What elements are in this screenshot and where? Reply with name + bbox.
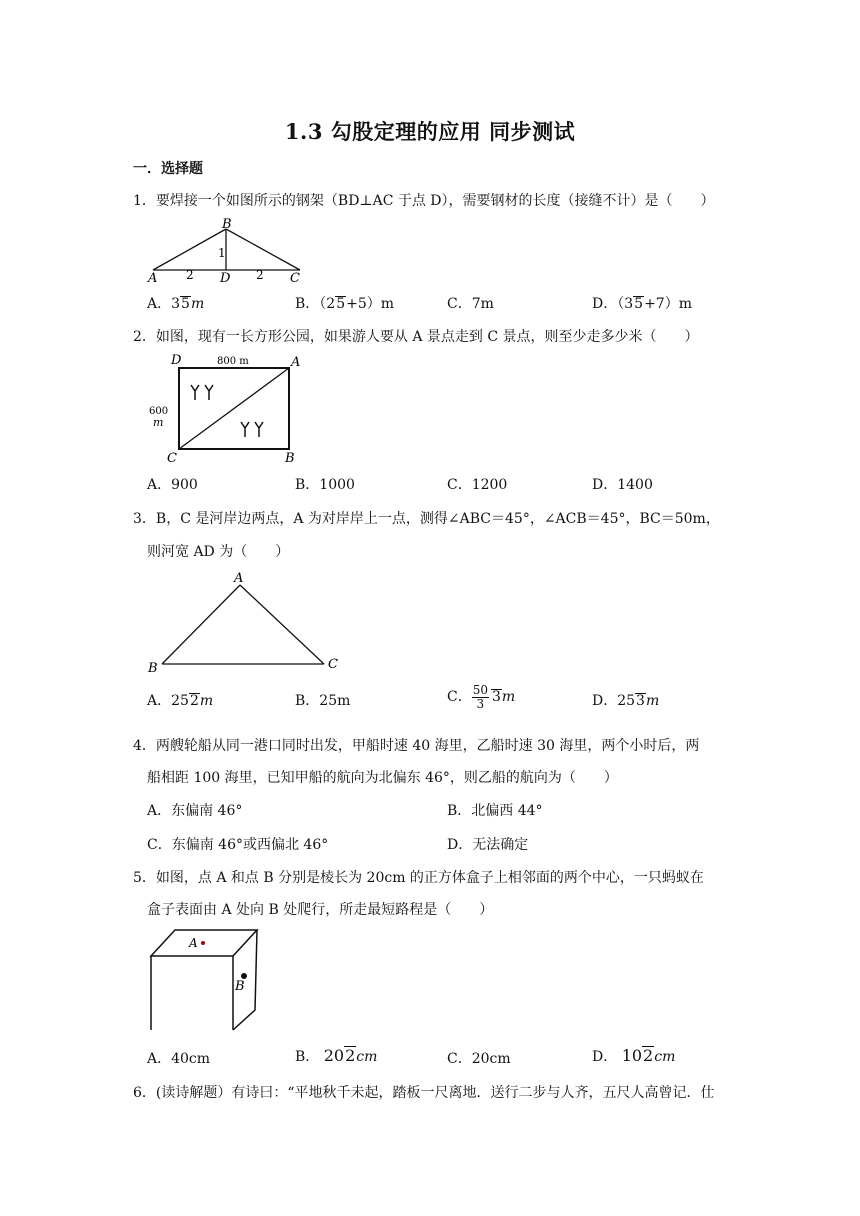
- tree-icon: [191, 385, 263, 437]
- label-1: 1: [218, 246, 226, 260]
- label-A: A: [234, 571, 244, 586]
- question-2-figure: [145, 352, 315, 467]
- q3-option-b[interactable]: B．25m: [295, 693, 351, 709]
- q4-option-c[interactable]: C．东偏南 46°或西偏北 46°: [147, 837, 329, 853]
- label-A: A: [189, 936, 198, 950]
- q2-option-a[interactable]: A．900: [147, 477, 198, 493]
- label-A: A: [291, 355, 301, 370]
- question-3-text-line2: 则河宽 AD 为（ ）: [147, 544, 290, 560]
- q1-option-c[interactable]: C．7m: [447, 296, 494, 312]
- label-D: D: [171, 353, 182, 368]
- q1-option-a[interactable]: A．35m: [147, 296, 205, 312]
- question-2-text: 2．如图，现有一长方形公园，如果游人要从 A 景点走到 C 景点，则至少走多少米（ ）: [133, 329, 699, 345]
- label-C: C: [167, 451, 177, 466]
- label-2-right: 2: [256, 268, 264, 282]
- q1-option-d[interactable]: D．（35+7）m: [592, 296, 692, 312]
- question-6-text-line1: 6．(读诗解题）有诗曰：“平地秋千未起，踏板一尺离地．送行二步与人齐，五尺人高曾记．仕: [133, 1085, 715, 1101]
- q5-option-d[interactable]: D． 102cm: [592, 1046, 676, 1065]
- question-3-text-line1: 3．B，C 是河岸边两点，A 为对岸岸上一点，测得∠ABC＝45°，∠ACB＝45°，BC＝50m，: [133, 511, 720, 527]
- label-800m: 800 m: [217, 356, 249, 367]
- question-5-text-line2: 盒子表面由 A 处向 B 处爬行，所走最短路程是（ ）: [147, 902, 494, 918]
- point-a: [201, 941, 205, 945]
- q4-option-b[interactable]: B．北偏西 44°: [447, 803, 543, 819]
- q4-option-d[interactable]: D．无法确定: [447, 837, 529, 853]
- q5-option-a[interactable]: A．40cm: [147, 1051, 211, 1067]
- question-5-figure: [145, 922, 280, 1037]
- q1-option-b[interactable]: B．（25+5）m: [295, 296, 395, 312]
- label-C: C: [328, 657, 338, 672]
- label-B: B: [222, 217, 232, 232]
- question-1-figure: [140, 216, 310, 284]
- label-B: B: [285, 451, 295, 466]
- label-B: B: [148, 661, 158, 676]
- q3-option-d[interactable]: D．253m: [592, 693, 660, 709]
- q2-option-b[interactable]: B．1000: [295, 477, 355, 493]
- label-A: A: [148, 271, 158, 284]
- label-m: m: [153, 416, 164, 429]
- q5-option-c[interactable]: C．20cm: [447, 1051, 511, 1067]
- question-5-text-line1: 5．如图，点 A 和点 B 分别是棱长为 20cm 的正方体盒子上相邻面的两个中心，一只蚂蚁在: [133, 870, 704, 886]
- question-4-text-line2: 船相距 100 海里，已知甲船的航向为北偏东 46°，则乙船的航向为（ ）: [147, 770, 618, 786]
- question-3-figure: [140, 568, 350, 678]
- label-C: C: [290, 271, 300, 284]
- question-1-text: 1．要焊接一个如图所示的钢架（BD⊥AC 于点 D），需要钢材的长度（接缝不计）是（ ）: [133, 193, 715, 209]
- question-4-text-line1: 4．两艘轮船从同一港口同时出发，甲船时速 40 海里，乙船时速 30 海里，两个小时后，两: [133, 738, 700, 754]
- label-2-left: 2: [186, 268, 194, 282]
- q3-option-a[interactable]: A．252m: [147, 693, 214, 709]
- q2-option-d[interactable]: D．1400: [592, 477, 653, 493]
- label-D: D: [220, 271, 231, 284]
- label-600: 600: [149, 406, 169, 417]
- q5-option-b[interactable]: B． 202cm: [295, 1046, 378, 1065]
- label-B: B: [235, 979, 245, 994]
- q4-option-a[interactable]: A．东偏南 46°: [147, 803, 243, 819]
- page-title: 1.3 勾股定理的应用 同步测试: [284, 119, 576, 144]
- section-heading: 一．选择题: [133, 161, 203, 177]
- q2-option-c[interactable]: C．1200: [447, 477, 508, 493]
- q3-option-c[interactable]: C． $\frac{50}{3}$ 3m: [447, 683, 516, 711]
